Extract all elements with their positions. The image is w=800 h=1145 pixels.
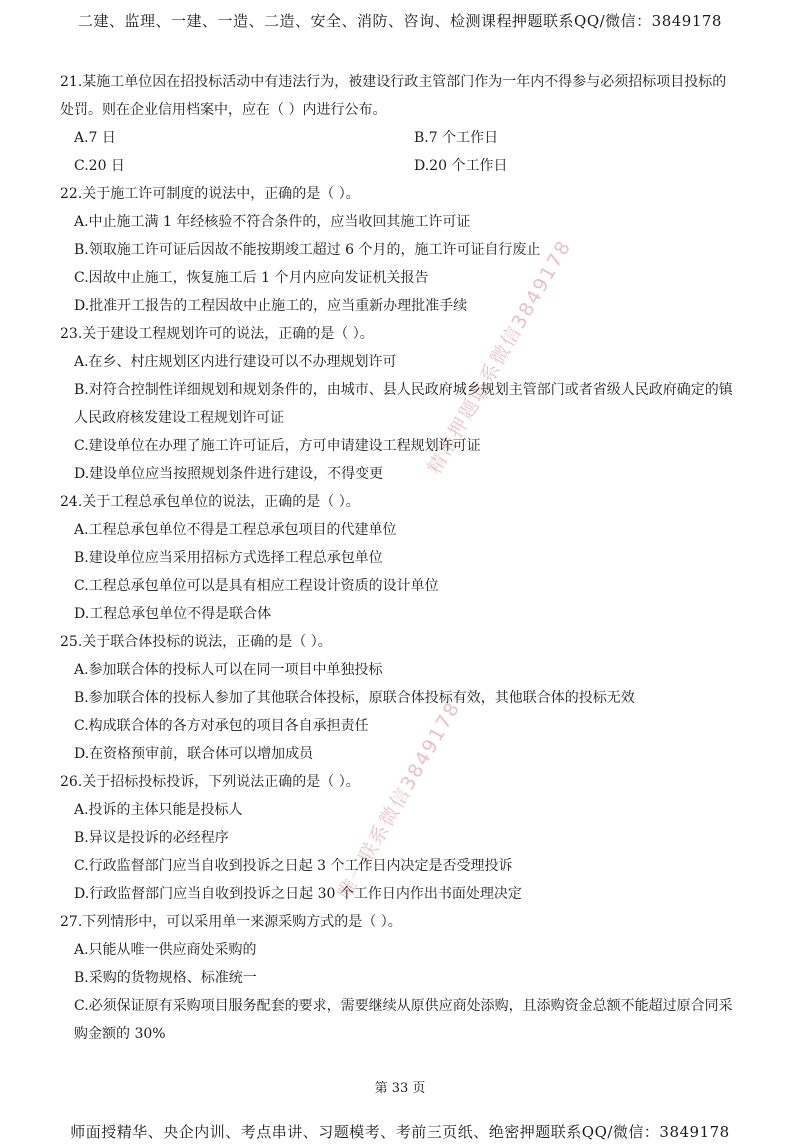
question-stem: 21.某施工单位因在招投标活动中有违法行为，被建设行政主管部门作为一年内不得参与必须招标项目投标的处罚。则在企业信用档案中，应在（ ）内进行公布。 (60, 74, 727, 118)
option-c: C.构成联合体的各方对承包的项目各自承担责任 (74, 718, 369, 734)
option-b: B.7 个工作日 (414, 130, 499, 146)
question-stem: 24.关于工程总承包单位的说法，正确的是（ ）。 (60, 494, 360, 510)
question-27 (60, 908, 740, 1048)
option-b: B.异议是投诉的必经程序 (74, 830, 229, 846)
question-stem: 22.关于施工许可制度的说法中，正确的是（ ）。 (60, 186, 360, 202)
option-c: C.建设单位在办理了施工许可证后，方可申请建设工程规划许可证 (74, 438, 481, 454)
option-b: B.领取施工许可证后因故不能按期竣工超过 6 个月的，施工许可证自行废止 (74, 242, 541, 258)
option-b: B.参加联合体的投标人参加了其他联合体投标，原联合体投标有效，其他联合体的投标无效 (74, 690, 635, 706)
option-a: A.参加联合体的投标人可以在同一项目中单独投标 (74, 662, 383, 678)
option-a: A.投诉的主体只能是投标人 (74, 802, 243, 818)
option-d: D.行政监督部门应当自收到投诉之日起 30 个工作日内作出书面处理决定 (74, 886, 522, 902)
question-24 (60, 488, 740, 628)
option-a: A.在乡、村庄规划区内进行建设可以不办理规划许可 (74, 354, 397, 370)
option-a: A.工程总承包单位不得是工程总承包项目的代建单位 (74, 522, 397, 538)
option-b: B.采购的货物规格、标准统一 (74, 970, 257, 986)
option-c: C.工程总承包单位可以是具有相应工程设计资质的设计单位 (74, 578, 439, 594)
option-c: C.必须保证原有采购项目服务配套的要求，需要继续从原供应商处添购，且添购资金总额不能超过原合同采购金额的 30% (74, 998, 733, 1042)
option-c: C.因故中止施工，恢复施工后 1 个月内应向发证机关报告 (74, 270, 429, 286)
question-23 (60, 320, 740, 488)
option-d: D.建设单位应当按照规划条件进行建设，不得变更 (74, 466, 384, 482)
page-footer: 师面授精华、央企内训、考点串讲、习题模考、考前三页纸、绝密押题联系QQ/微信：3849178 (70, 1123, 730, 1141)
option-d: D.工程总承包单位不得是联合体 (74, 606, 272, 622)
option-d: D.在资格预审前，联合体可以增加成员 (74, 746, 314, 762)
option-b: B.对符合控制性详细规划和规划条件的，由城市、县人民政府城乡规划主管部门或者省级人民政府确定的镇人民政府核发建设工程规划许可证 (74, 382, 733, 426)
question-26 (60, 768, 740, 908)
watermark: 精准押题联系微信3849178 (423, 236, 576, 478)
question-stem: 23.关于建设工程规划许可的说法，正确的是（ ）。 (60, 326, 374, 342)
question-22 (60, 180, 740, 320)
option-d: D.批准开工报告的工程因故中止施工的，应当重新办理批准手续 (74, 298, 468, 314)
option-c: C.20 日 (74, 158, 125, 174)
question-stem: 26.关于招标投标投诉，下列说法正确的是（ ）。 (60, 774, 360, 790)
option-b: B.建设单位应当采用招标方式选择工程总承包单位 (74, 550, 383, 566)
page-header: 二建、监理、一建、一造、二造、安全、消防、咨询、检测课程押题联系QQ/微信：3849178 (78, 12, 722, 30)
question-25 (60, 628, 740, 768)
question-list (60, 68, 740, 1048)
question-stem: 25.关于联合体投标的说法，正确的是（ ）。 (60, 634, 332, 650)
question-stem: 27.下列情形中，可以采用单一来源采购方式的是（ ）。 (60, 914, 402, 930)
option-a: A.7 日 (74, 130, 116, 146)
option-a: A.中止施工满 1 年经核验不符合条件的，应当收回其施工许可证 (74, 214, 471, 230)
option-c: C.行政监督部门应当自收到投诉之日起 3 个工作日内决定是否受理投诉 (74, 858, 513, 874)
page-number: 第 33 页 (374, 1081, 426, 1096)
watermark: 唯一联系微信3849178 (333, 697, 465, 903)
option-a: A.只能从唯一供应商处采购的 (74, 942, 257, 958)
option-d: D.20 个工作日 (414, 158, 508, 174)
question-21 (60, 68, 740, 180)
